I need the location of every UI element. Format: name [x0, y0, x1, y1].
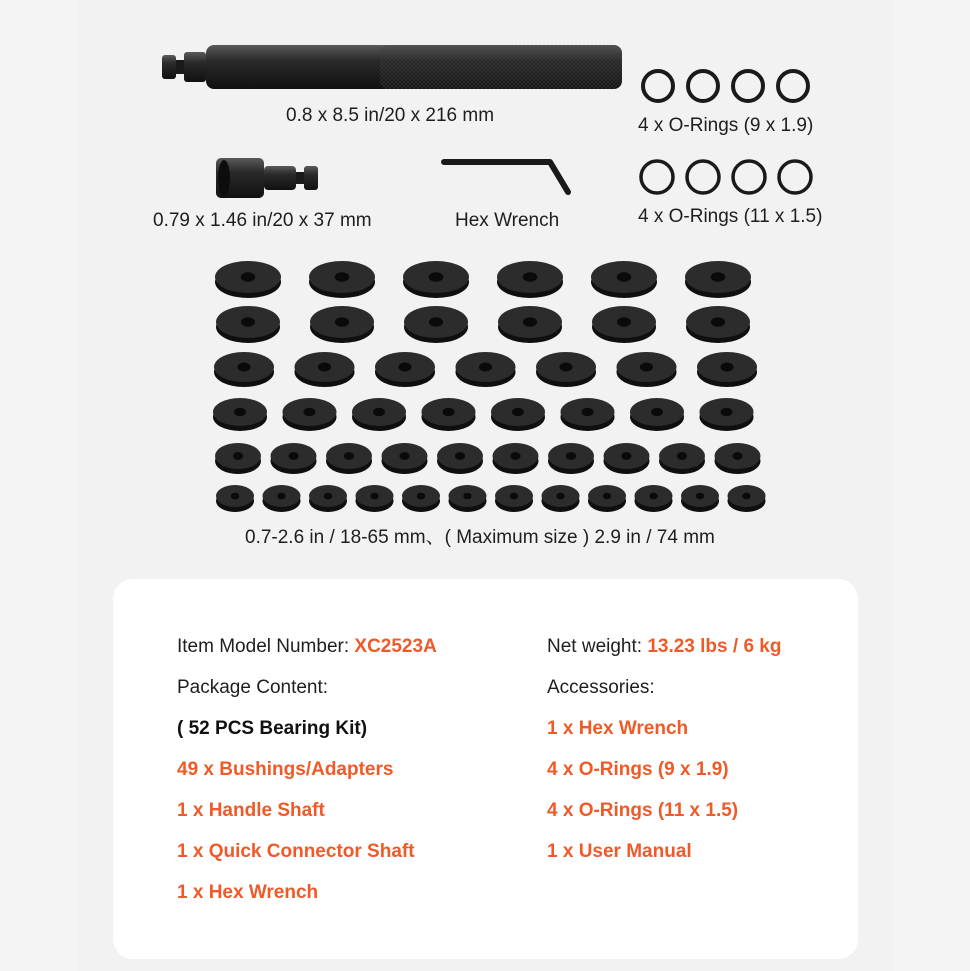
- bushing-disc: [604, 443, 650, 474]
- bushing-disc: [295, 352, 355, 387]
- bushing-disc: [498, 306, 562, 343]
- package-item: 1 x Quick Connector Shaft: [177, 841, 415, 862]
- o-rings-large-image: [638, 158, 818, 196]
- bushing-disc: [271, 443, 317, 474]
- bushing-disc: [326, 443, 372, 474]
- o-rings-small-image: [640, 68, 816, 104]
- hex-wrench-image: [440, 154, 576, 198]
- net-weight: [547, 636, 781, 658]
- bushing-disc: [493, 443, 539, 474]
- bushing-disc: [422, 398, 476, 431]
- bushing-disc: [283, 398, 337, 431]
- bushing-disc: [216, 485, 254, 512]
- hex-wrench-label: Hex Wrench: [455, 210, 560, 231]
- bushing-disc: [591, 261, 657, 298]
- bushing-disc: [617, 352, 677, 387]
- bushing-disc: [686, 306, 750, 343]
- bushing-disc: [659, 443, 705, 474]
- bushing-disc: [685, 261, 751, 298]
- bushing-disc: [310, 306, 374, 343]
- bushing-disc: [309, 261, 375, 298]
- model-number-value: XC2523A: [354, 636, 437, 657]
- bushing-disc: [263, 485, 301, 512]
- bushing-disc: [536, 352, 596, 387]
- bushing-disc: [309, 485, 347, 512]
- bushing-disc: [375, 352, 435, 387]
- bushing-disc: [635, 485, 673, 512]
- bushing-disc: [449, 485, 487, 512]
- bushing-disc: [592, 306, 656, 343]
- accessory-item: 1 x Hex Wrench: [547, 718, 689, 739]
- package-item: 1 x Handle Shaft: [177, 800, 325, 821]
- bushing-disc: [542, 485, 580, 512]
- bushing-disc: [495, 485, 533, 512]
- bushing-disc: [215, 443, 261, 474]
- bushing-disc: [697, 352, 757, 387]
- accessory-item: 1 x User Manual: [547, 841, 692, 862]
- bushing-disc: [728, 485, 766, 512]
- quick-connector-image: [214, 154, 324, 202]
- bushing-disc: [715, 443, 761, 474]
- bushing-disc: [437, 443, 483, 474]
- o-rings-small-label: 4 x O-Rings (9 x 1.9): [638, 115, 814, 136]
- bushing-disc: [681, 485, 719, 512]
- handle-shaft-image: [160, 42, 630, 92]
- bushing-disc: [403, 261, 469, 298]
- bushing-disc: [561, 398, 615, 431]
- bushing-disc: [213, 398, 267, 431]
- accessory-item: 4 x O-Rings (9 x 1.9): [547, 759, 729, 780]
- bushing-disc: [216, 306, 280, 343]
- bushing-disc: [588, 485, 626, 512]
- bushings-size-label: 0.7-2.6 in / 18-65 mm、( Maximum size ) 2.9 in / 74 mm: [245, 527, 715, 548]
- bushing-disc: [215, 261, 281, 298]
- accessories-heading: Accessories:: [547, 677, 655, 698]
- bushing-disc: [548, 443, 594, 474]
- bushing-disc: [700, 398, 754, 431]
- package-item: ( 52 PCS Bearing Kit): [177, 718, 368, 739]
- package-content-heading: Package Content:: [177, 677, 329, 698]
- bushing-disc: [497, 261, 563, 298]
- model-number-key: Item Model Number:: [177, 636, 355, 657]
- bushing-disc: [491, 398, 545, 431]
- accessory-item: 4 x O-Rings (11 x 1.5): [547, 800, 739, 821]
- package-item: 49 x Bushings/Adapters: [177, 759, 394, 780]
- bushing-disc: [402, 485, 440, 512]
- connector-size-label: 0.79 x 1.46 in/20 x 37 mm: [153, 210, 372, 231]
- bushing-disc: [382, 443, 428, 474]
- model-number: [177, 636, 437, 658]
- net-weight-value: 13.23 lbs / 6 kg: [647, 636, 782, 657]
- bushing-disc: [630, 398, 684, 431]
- bushings-grid-image: [200, 255, 780, 517]
- bushing-disc: [356, 485, 394, 512]
- bushing-disc: [214, 352, 274, 387]
- bushing-disc: [352, 398, 406, 431]
- o-rings-large-label: 4 x O-Rings (11 x 1.5): [638, 206, 823, 227]
- bushing-disc: [456, 352, 516, 387]
- net-weight-key: Net weight:: [547, 636, 648, 657]
- package-item: 1 x Hex Wrench: [177, 882, 319, 903]
- bushing-disc: [404, 306, 468, 343]
- handle-shaft-size-label: 0.8 x 8.5 in/20 x 216 mm: [286, 105, 495, 126]
